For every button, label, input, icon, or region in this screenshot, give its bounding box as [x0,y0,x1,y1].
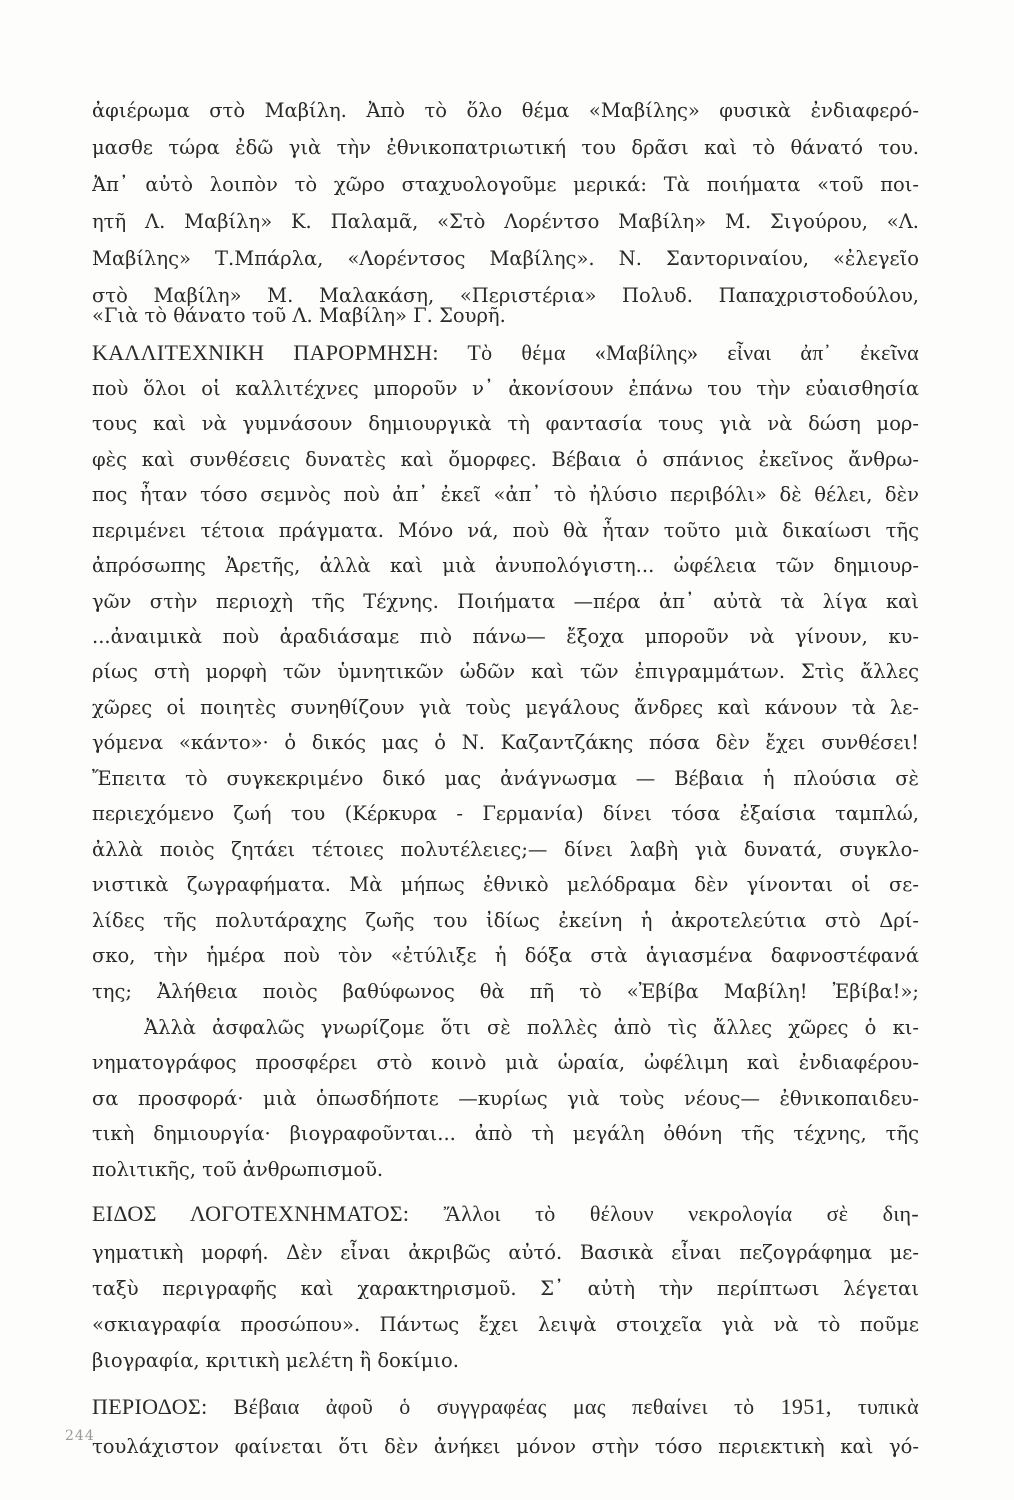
text-line: ἀπρόσωπης Ἀρετῆς, ἀλλὰ καὶ μιὰ ἀνυπολόγιστη... ὠφέλεια τῶν δημιουρ- [92,554,919,577]
section-heading-genre: ΕΙΔΟΣ ΛΟΓΟΤΕΧΝΗΜΑΤΟΣ: Ἄλλοι τὸ θέλουν νεκρολογία σὲ διη- [92,1201,919,1226]
page-number: 244 [65,1428,95,1444]
text-line: γηματικὴ μορφή. Δὲν εἶναι ἀκριβῶς αὐτό. Βασικὰ εἶναι πεζογράφημα με- [92,1241,919,1264]
text-line: ποὺ ὅλοι οἱ καλλιτέχνες μποροῦν ν᾽ ἀκονίσουν ἐπάνω του τὴν εὐαισθησία [92,377,919,400]
text-line: τικὴ δημιουργία· βιογραφοῦνται... ἀπὸ τὴ μεγάλη ὀθόνη τῆς τέχνης, τῆς [92,1122,919,1145]
text-line: στὸ Μαβίλη» Μ. Μαλακάση, «Περιστέρια» Πολυδ. Παπαχριστοδούλου, [92,284,919,307]
text-line: ἀλλὰ ποιὸς ζητάει τέτοιες πολυτέλειες;— δίνει λαβὴ γιὰ δυνατά, συγκλο- [92,838,919,861]
section-heading-artistic-motivation: ΚΑΛΛΙΤΕΧΝΙΚΗ ΠΑΡΟΡΜΗΣΗ: Τὸ θέμα «Μαβίλης» εἶναι ἀπ᾽ ἐκεῖνα [92,340,919,365]
text-line: πολιτικῆς, τοῦ ἀνθρωπισμοῦ. [92,1158,384,1181]
text-line: της; Ἀλήθεια ποιὸς βαθύφωνος θὰ πῆ τὸ «Ἐβίβα Μαβίλη! Ἐβίβα!»; [92,980,919,1003]
text-line: νηματογράφος προσφέρει στὸ κοινὸ μιὰ ὡραία, ὠφέλιμη καὶ ἐνδιαφέρου- [92,1051,919,1074]
text-line: ταξὺ περιγραφῆς καὶ χαρακτηρισμοῦ. Σ᾽ αὐτὴ τὴν περίπτωσι λέγεται [92,1277,919,1300]
text-line: ...ἀναιμικὰ ποὺ ἀραδιάσαμε πιὸ πάνω— ἔξοχα μποροῦν νὰ γίνουν, κυ- [92,625,919,648]
text-line: Ἔπειτα τὸ συγκεκριμένο δικό μας ἀνάγνωσμα — Βέβαια ἡ πλούσια σὲ [92,767,919,790]
text-line: φὲς καὶ συνθέσεις δυνατὲς καὶ ὄμορφες. Βέβαια ὁ σπάνιος ἐκεῖνος ἄνθρω- [92,448,919,471]
text-line: γόμενα «κάντο»· ὁ δικός μας ὁ Ν. Καζαντζάκης πόσα δὲν ἔχει συνθέσει! [92,731,919,754]
text-line: Ἀλλὰ ἀσφαλῶς γνωρίζομε ὅτι σὲ πολλὲς ἀπὸ τὶς ἄλλες χῶρες ὁ κι- [144,1016,919,1039]
text-line: περιεχόμενο ζωή του (Κέρκυρα - Γερμανία) δίνει τόσα ἐξαίσια ταμπλώ, [92,802,919,825]
text-line: περιμένει τέτοια πράγματα. Μόνο νά, ποὺ θὰ ἦταν τοῦτο μιὰ δικαίωσι τῆς [92,519,919,542]
section-heading-period: ΠΕΡΙΟΔΟΣ: Βέβαια ἀφοῦ ὁ συγγραφέας μας πεθαίνει τὸ 1951, τυπικὰ [92,1394,919,1419]
text-line: «σκιαγραφία προσώπου». Πάντως ἔχει λειψὰ στοιχεῖα γιὰ νὰ τὸ ποῦμε [92,1313,919,1336]
text-line: ἀφιέρωμα στὸ Μαβίλη. Ἀπὸ τὸ ὅλο θέμα «Μαβίλης» φυσικὰ ἐνδιαφερό- [92,99,919,122]
text-line: «Γιὰ τὸ θάνατο τοῦ Λ. Μαβίλη» Γ. Σουρῆ. [92,304,506,327]
text-line: χῶρες οἱ ποιητὲς συνηθίζουν γιὰ τοὺς μεγάλους ἄνδρες καὶ κάνουν τὰ λε- [92,696,919,719]
text-line: μασθε τώρα ἐδῶ γιὰ τὴν ἐθνικοπατριωτική του δρᾶσι καὶ τὸ θάνατό του. [92,136,919,159]
text-line: νιστικὰ ζωγραφήματα. Μὰ μήπως ἐθνικὸ μελόδραμα δὲν γίνονται οἱ σε- [92,873,919,896]
text-line: ητῆ Λ. Μαβίλη» Κ. Παλαμᾶ, «Στὸ Λορέντσο Μαβίλη» Μ. Σιγούρου, «Λ. [92,210,919,233]
text-line: λίδες τῆς πολυτάραχης ζωῆς του ἰδίως ἐκείνη ἡ ἀκροτελεύτια στὸ Δρί- [92,909,919,932]
text-line: πος ἦταν τόσο σεμνὸς ποὺ ἀπ᾽ ἐκεῖ «ἀπ᾽ τὸ ἠλύσιο περιβόλι» δὲ θέλει, δὲν [92,483,919,506]
text-line: γῶν στὴν περιοχὴ τῆς Τέχνης. Ποιήματα —πέρα ἀπ᾽ αὐτὰ τὰ λίγα καὶ [92,590,919,613]
text-line: ρίως στὴ μορφὴ τῶν ὑμνητικῶν ὠδῶν καὶ τῶν ἐπιγραμμάτων. Στὶς ἄλλες [92,660,919,683]
text-line: τουλάχιστον φαίνεται ὅτι δὲν ἀνήκει μόνον στὴν τόσο περιεκτικὴ καὶ γό- [92,1435,919,1458]
text-line: Μαβίλης» Τ.Μπάρλα, «Λορέντσος Μαβίλης». Ν. Σαντοριναίου, «ἐλεγεῖο [92,247,919,270]
text-line: τους καὶ νὰ γυμνάσουν δημιουργικὰ τὴ φαντασία τους γιὰ νὰ δώση μορ- [92,412,919,435]
text-line: σα προσφορά· μιὰ ὁπωσδήποτε —κυρίως γιὰ τοὺς νέους— ἐθνικοπαιδευ- [92,1087,919,1110]
text-line: σκο, τὴν ἡμέρα ποὺ τὸν «ἐτύλιξε ἡ δόξα στὰ ἁγιασμένα δαφνοστέφανά [92,944,919,967]
text-line: Ἀπ᾽ αὐτὸ λοιπὸν τὸ χῶρο σταχυολογοῦμε μερικά: Τὰ ποιήματα «τοῦ ποι- [92,173,919,196]
text-line: βιογραφία, κριτικὴ μελέτη ἢ δοκίμιο. [92,1349,459,1372]
